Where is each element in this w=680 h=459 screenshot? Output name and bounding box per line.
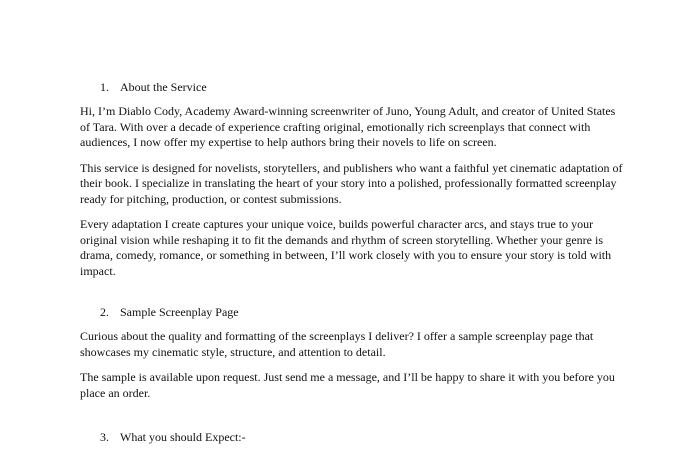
section-heading <box>80 430 625 445</box>
paragraph: The sample is available upon request. Just send me a message, and I’ll be happy to share it with you before you place an order. <box>80 370 615 400</box>
paragraph: Every adaptation I create captures your unique voice, builds powerful character arcs, and stays true to your original vision while reshaping it to fit the demands and rhythm of screen storytelling. Whether your genre is drama, comedy, romance, or something in between, I’ll work closely with you to ensure your story is told with impact. <box>80 217 612 278</box>
section-title: About the Service <box>120 80 207 94</box>
section-heading <box>80 305 625 320</box>
section-title: Sample Screenplay Page <box>120 305 239 319</box>
section-number: 3. <box>100 430 109 444</box>
section-title: What you should Expect:- <box>120 430 246 444</box>
section-number: 1. <box>100 80 109 94</box>
section-what-you-should-expect <box>80 430 625 445</box>
section-heading <box>80 80 625 95</box>
paragraph: Curious about the quality and formatting of the screenplays I deliver? I offer a sample screenplay page that showcases my cinematic style, structure, and attention to detail. <box>80 329 594 359</box>
paragraph: Hi, I’m Diablo Cody, Academy Award-winning screenwriter of Juno, Young Adult, and creator of United States of Tara. With over a decade of experience crafting original, emotionally rich screenplays that connect with audiences, I now offer my expertise to help authors bring their novels to life on screen. <box>80 104 616 149</box>
section-sample-screenplay-page <box>80 305 625 401</box>
section-about-the-service <box>80 80 625 279</box>
section-number: 2. <box>100 305 109 319</box>
paragraph: This service is designed for novelists, storytellers, and publishers who want a faithful yet cinematic adaptation of their book. I specialize in translating the heart of your story into a polished, professionally formatted screenplay ready for pitching, production, or contest submissions. <box>80 160 623 206</box>
